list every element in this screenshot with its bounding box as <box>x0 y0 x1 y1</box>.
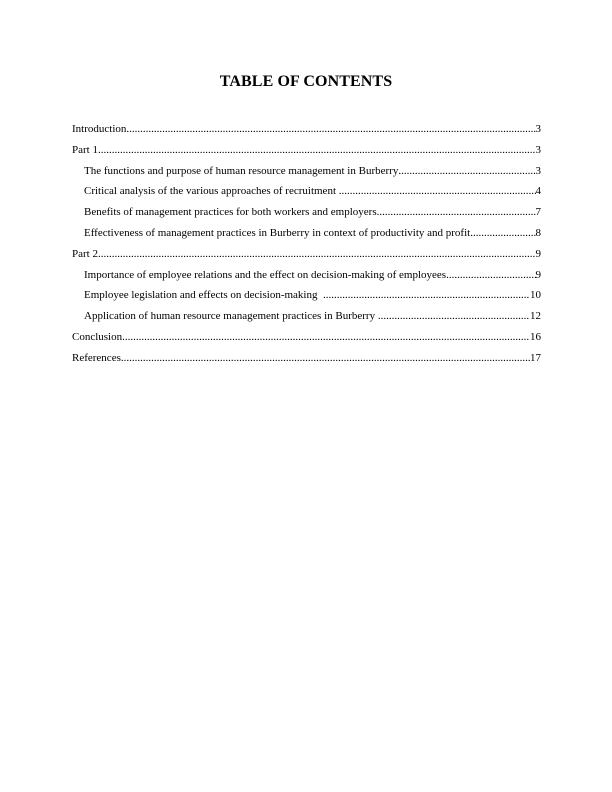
toc-dot-leader <box>377 202 536 223</box>
toc-dot-leader <box>398 161 535 182</box>
toc-entry-employee-relations[interactable] <box>72 265 541 286</box>
toc-dot-leader <box>339 181 536 202</box>
toc-page-number: 4 <box>535 185 541 198</box>
toc-title: TABLE OF CONTENTS <box>219 73 393 90</box>
toc-entry-text: Importance of employee relations and the effect on decision-making of employees <box>84 268 447 281</box>
toc-entry-conclusion[interactable] <box>72 327 541 348</box>
toc-entry-text: Benefits of management practices for both workers and employers <box>84 206 377 219</box>
toc-dot-leader <box>378 306 530 327</box>
toc-entry-practices-effectiveness[interactable] <box>72 223 541 244</box>
toc-page-number: 3 <box>535 164 541 177</box>
toc-entry-text: Employee legislation and effects on decision-making <box>84 289 323 302</box>
toc-entry-text: Part 2 <box>72 247 98 260</box>
toc-entry-text: Conclusion <box>72 330 123 343</box>
toc-page-number: 3 <box>535 143 541 156</box>
toc-entry-part-2[interactable] <box>72 244 541 265</box>
toc-entry-management-benefits[interactable] <box>72 202 541 223</box>
toc-entry-part-1[interactable] <box>72 140 541 161</box>
toc-entry-introduction[interactable] <box>72 119 541 140</box>
toc-entry-text: Part 1 <box>72 143 98 156</box>
toc-dot-leader <box>323 285 530 306</box>
toc-page-number: 9 <box>535 268 541 281</box>
toc-page-number: 7 <box>535 206 541 219</box>
toc-entry-references[interactable] <box>72 348 541 369</box>
toc-page-number: 12 <box>530 310 541 323</box>
toc-dot-leader <box>446 265 535 286</box>
toc-entry-hrm-functions[interactable] <box>72 161 541 182</box>
toc-entry-recruitment-approaches[interactable] <box>72 181 541 202</box>
toc-dot-leader <box>470 223 535 244</box>
toc-entry-text: References <box>72 351 121 364</box>
toc-page-number: 8 <box>535 226 541 239</box>
toc-entry-employee-legislation[interactable] <box>72 285 541 306</box>
toc-entry-text: Introduction <box>72 123 127 135</box>
toc-page-number: 9 <box>535 247 541 260</box>
toc-entry-text: Critical analysis of the various approaches of recruitment <box>84 185 339 198</box>
toc-page-number: 3 <box>535 123 541 135</box>
toc-page-number: 17 <box>530 351 541 364</box>
toc-dot-leader <box>98 140 536 161</box>
toc-entry-text: Effectiveness of management practices in Burberry in context of productivity and profit <box>84 226 471 239</box>
toc-dot-leader <box>122 327 530 348</box>
toc-entry-hrm-application[interactable] <box>72 306 541 327</box>
toc-list <box>72 119 541 369</box>
toc-entry-text: Application of human resource management practices in Burberry <box>84 310 378 323</box>
toc-page-number: 16 <box>530 330 541 343</box>
toc-page-number: 10 <box>530 289 541 302</box>
toc-dot-leader <box>98 244 536 265</box>
toc-dot-leader <box>126 119 535 140</box>
toc-dot-leader <box>121 348 530 369</box>
toc-entry-text: The functions and purpose of human resource management in Burberry <box>84 164 399 177</box>
